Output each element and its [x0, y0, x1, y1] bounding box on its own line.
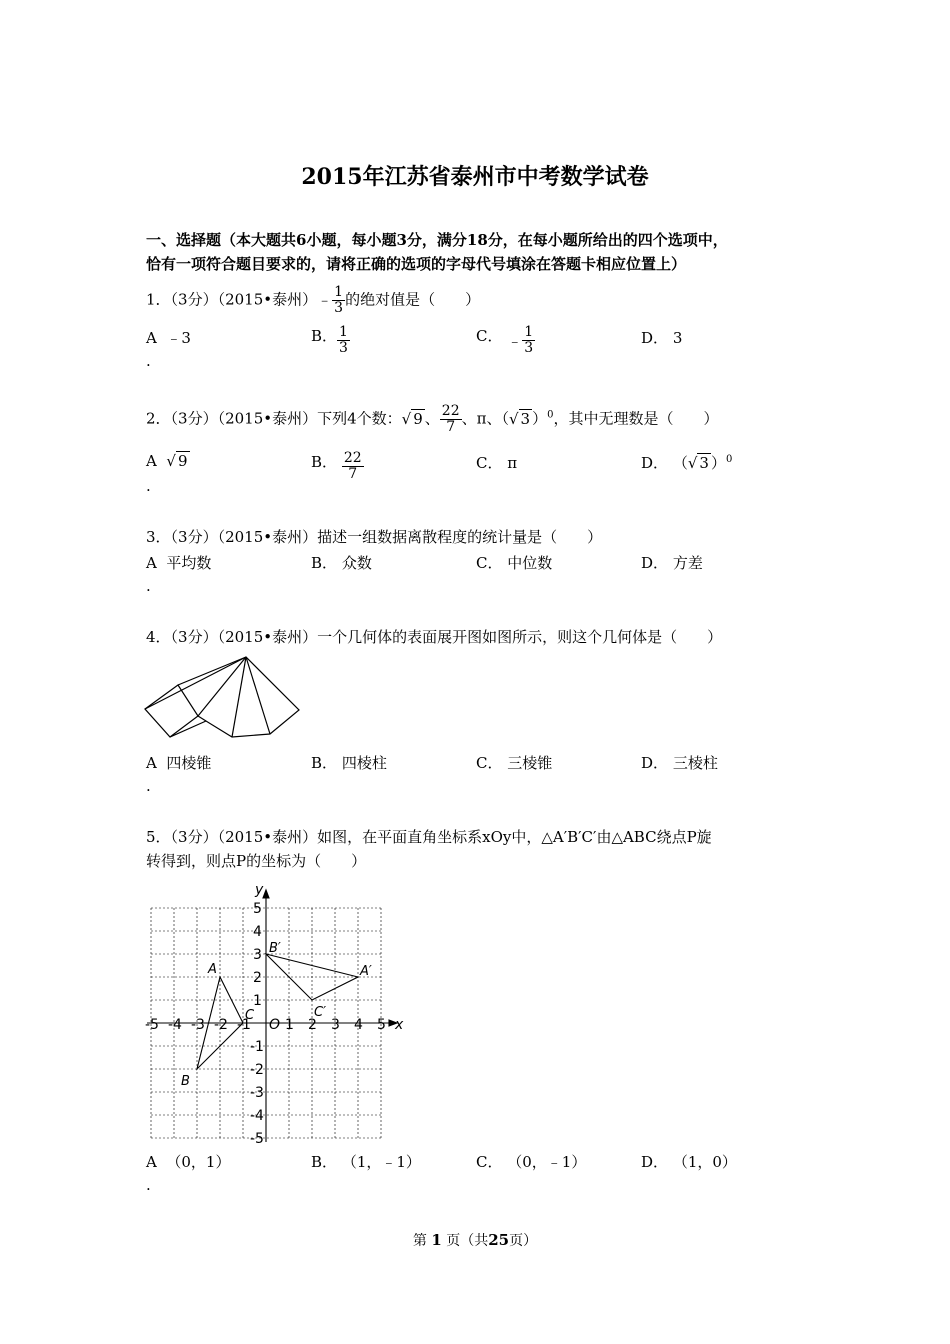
fraction: $\frac{22}{7}$: [343, 450, 362, 482]
q1-option-b: B． $\frac{1}{3}$: [311, 324, 348, 356]
x-tick-label: 2: [308, 1017, 317, 1033]
fraction: $\frac{1}{3}$: [524, 324, 534, 356]
q3-option-d: D． 方差: [641, 554, 703, 572]
fraction: $\frac{22}{7}$: [441, 403, 460, 435]
question-2: 2．（3分）（2015•泰州）下列4个数：√ 9 、 $\frac{22}{7}$ 、π、（√ 3 ）$^0$，其中无理数是（ ）: [146, 403, 719, 435]
coordinate-figure: [140, 875, 410, 1145]
q4-option-a: A 四棱锥: [146, 754, 212, 772]
triangles: [197, 954, 358, 1069]
exam-title: 2015年江苏省泰州市中考数学试卷: [301, 164, 649, 190]
q5-option-c: C． （0，﹣1）: [476, 1153, 587, 1171]
question-3: 3．（3分）（2015•泰州）描述一组数据离散程度的统计量是（ ）: [146, 528, 603, 546]
q2-option-a-dot: .: [146, 477, 151, 495]
question-1: 1．（3分）（2015•泰州）﹣ $\frac{1}{3}$ 的绝对值是（ ）: [146, 284, 481, 316]
q2-option-d: D． （√ 3 ）$^0$: [641, 454, 733, 472]
figure-labels: [145, 882, 404, 1145]
q5-option-a-dot: .: [146, 1176, 151, 1194]
sqrt-symbol: √ 3: [508, 409, 531, 428]
point-label-b: B: [181, 1074, 190, 1089]
q1-option-a-dot: .: [146, 352, 151, 370]
y-tick-label: -4: [250, 1108, 264, 1124]
section-heading-line2: 恰有一项符合题目要求的，请将正确的选项的字母代号填涂在答题卡相应位置上）: [146, 255, 687, 273]
net-diagram: [140, 652, 305, 742]
y-tick-label: -2: [250, 1062, 264, 1078]
y-tick-label: 2: [253, 970, 262, 986]
q2-option-b: B． $\frac{22}{7}$: [311, 450, 362, 482]
x-tick-label: -2: [214, 1017, 228, 1033]
origin-label: O: [269, 1017, 281, 1033]
net-square-edge: [145, 685, 198, 737]
q3-option-a-dot: .: [146, 577, 151, 595]
point-label-c-prime: C′: [314, 1005, 327, 1020]
q5-option-a: A （0，1）: [146, 1153, 231, 1171]
x-tick-label: -1: [237, 1017, 251, 1033]
q1-option-a: A ﹣3: [146, 329, 191, 347]
y-axis-arrow: [263, 890, 269, 898]
y-tick-label: 1: [253, 993, 262, 1009]
question-5-line2: 转得到，则点P的坐标为（ ）: [146, 852, 367, 870]
y-tick-label: 3: [253, 947, 262, 963]
q1-option-c: C． ﹣ $\frac{1}{3}$: [476, 324, 534, 356]
q3-option-b: B． 众数: [311, 554, 372, 572]
x-tick-label: -5: [145, 1017, 159, 1033]
q4-option-d: D． 三棱柱: [641, 754, 718, 772]
q4-option-b: B． 四棱柱: [311, 754, 387, 772]
fraction: $\frac{1}{3}$: [334, 284, 344, 316]
sqrt-symbol: √ 9: [166, 452, 188, 470]
page-footer: 第 1 页（共25页）: [412, 1231, 538, 1249]
net-edge: [198, 716, 206, 721]
q5-option-b: B． （1，﹣1）: [311, 1153, 421, 1171]
y-tick-label: -1: [250, 1039, 264, 1055]
x-tick-label: -4: [168, 1017, 182, 1033]
net-edge: [232, 657, 246, 737]
y-axis-label: y: [255, 882, 264, 898]
point-label-c: C: [245, 1008, 255, 1023]
sqrt-symbol: √ 3: [687, 454, 709, 472]
q1-option-d: D． 3: [641, 329, 683, 347]
point-label-a-prime: A′: [360, 964, 372, 979]
section-heading-line1: 一、选择题（本大题共6小题，每小题3分，满分18分，在每小题所给出的四个选项中，: [146, 231, 728, 249]
question-4: 4．（3分）（2015•泰州）一个几何体的表面展开图如图所示，则这个几何体是（ ）: [146, 628, 723, 646]
x-tick-label: 5: [377, 1017, 386, 1033]
x-tick-label: -3: [191, 1017, 205, 1033]
y-tick-label: -3: [250, 1085, 264, 1101]
x-tick-label: 1: [285, 1017, 294, 1033]
x-axis-label: x: [395, 1017, 404, 1033]
y-tick-label: 4: [253, 924, 262, 940]
q2-option-a: A √ 9: [146, 452, 188, 470]
x-tick-label: 3: [331, 1017, 340, 1033]
q4-option-a-dot: .: [146, 777, 151, 795]
q5-option-d: D． （1，0）: [641, 1153, 737, 1171]
fraction: $\frac{1}{3}$: [339, 324, 348, 356]
y-tick-label: 5: [253, 901, 262, 917]
net-outline: [145, 657, 299, 737]
x-tick-label: 4: [354, 1017, 363, 1033]
sqrt-symbol: √ 9: [401, 409, 423, 428]
question-5-line1: 5．（3分）（2015•泰州）如图，在平面直角坐标系xOy中，△A′B′C′由△ABC绕点P旋: [146, 828, 712, 846]
q3-option-a: A 平均数: [146, 554, 212, 572]
y-tick-label: -5: [250, 1131, 264, 1145]
axes: [147, 890, 397, 1142]
point-label-b-prime: B′: [269, 941, 281, 956]
q2-option-c: C． π: [476, 454, 518, 472]
point-label-a: A: [208, 962, 217, 977]
q4-option-c: C． 三棱锥: [476, 754, 553, 772]
q3-option-c: C． 中位数: [476, 554, 553, 572]
